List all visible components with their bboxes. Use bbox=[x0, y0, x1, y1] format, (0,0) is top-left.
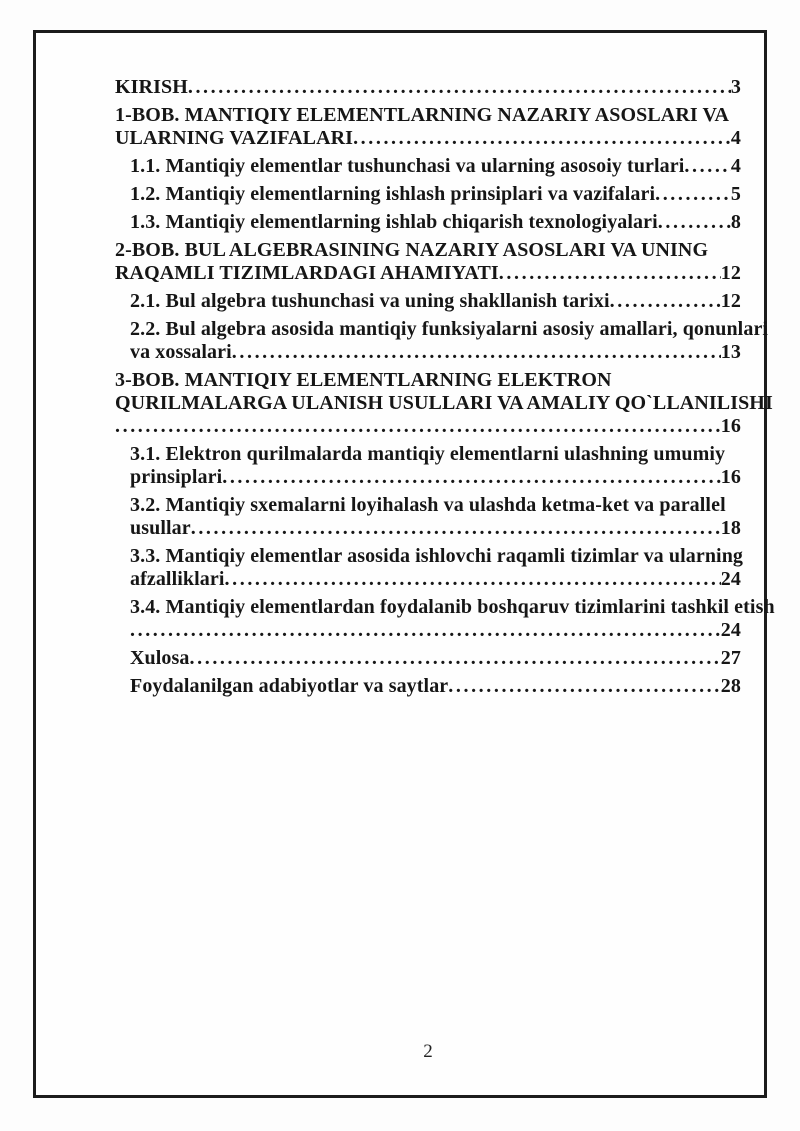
toc-entry-leader-row bbox=[115, 76, 741, 99]
toc-entry-label: ULARNING VAZIFALARI bbox=[115, 127, 354, 149]
toc-leader-dots bbox=[190, 647, 721, 670]
toc-page-number: 3 bbox=[730, 76, 741, 98]
toc-entry bbox=[115, 369, 773, 438]
toc-page-number: 16 bbox=[720, 466, 741, 488]
toc-leader-dots bbox=[130, 619, 721, 642]
toc-entry-leader-row bbox=[130, 211, 741, 234]
toc-entry-label: 1.2. Mantiqiy elementlarning ishlash prinsiplari va vazifalari bbox=[130, 183, 656, 205]
toc-entry-leader-row bbox=[130, 619, 741, 642]
toc-entry-leader-row bbox=[130, 675, 741, 698]
toc-entry-leader-row bbox=[130, 290, 741, 313]
toc-leader-dots bbox=[353, 127, 731, 150]
toc-entry bbox=[115, 545, 744, 591]
toc-entry-leader-row bbox=[130, 647, 741, 670]
toc-entry bbox=[115, 494, 741, 540]
toc-leader-dots bbox=[499, 262, 721, 285]
toc-entry-label: afzalliklari bbox=[130, 568, 225, 590]
toc-entry-label: 1.1. Mantiqiy elementlar tushunchasi va ularning asosoiy turlari bbox=[130, 155, 685, 177]
toc-entry-leader-row bbox=[130, 155, 741, 178]
toc-page-number: 4 bbox=[730, 155, 741, 177]
toc-entry-text-line: QURILMALARGA ULANISH USULLARI VA AMALIY QO`LLANILISHI bbox=[115, 392, 773, 414]
toc-leader-dots bbox=[658, 211, 731, 234]
toc-entry-text-line: 2.2. Bul algebra asosida mantiqiy funksiyalarni asosiy amallari, qonunlari bbox=[130, 318, 769, 340]
toc-entry bbox=[115, 647, 741, 670]
toc-entry bbox=[115, 290, 741, 313]
toc-entry bbox=[115, 104, 741, 150]
toc-leader-dots bbox=[188, 76, 731, 99]
toc-leader-dots bbox=[232, 341, 721, 364]
toc-page-number: 24 bbox=[720, 619, 741, 641]
toc-entry bbox=[115, 155, 741, 178]
toc-entry bbox=[115, 239, 741, 285]
toc-page-number: 18 bbox=[720, 517, 741, 539]
toc-page-number: 8 bbox=[730, 211, 741, 233]
toc-page-number: 13 bbox=[720, 341, 741, 363]
toc-leader-dots bbox=[222, 466, 721, 489]
toc-entry-leader-row bbox=[130, 183, 741, 206]
toc-entry-label: Foydalanilgan adabiyotlar va saytlar bbox=[130, 675, 449, 697]
toc-entry-leader-row bbox=[130, 517, 741, 540]
toc-entry-leader-row bbox=[130, 341, 741, 364]
toc-entry-leader-row bbox=[115, 127, 741, 150]
toc-entry-leader-row bbox=[115, 262, 741, 285]
toc-entry bbox=[115, 675, 741, 698]
toc-leader-dots bbox=[610, 290, 721, 313]
toc-leader-dots bbox=[684, 155, 730, 178]
toc-leader-dots bbox=[115, 415, 721, 438]
toc-entry-text-line: 3.1. Elektron qurilmalarda mantiqiy elementlarni ulashning umumiy bbox=[130, 443, 726, 465]
toc-page-number: 16 bbox=[720, 415, 741, 437]
toc-entry-label: prinsiplari bbox=[130, 466, 223, 488]
toc-page-number: 24 bbox=[720, 568, 741, 590]
toc-entry-text-line: 3.4. Mantiqiy elementlardan foydalanib boshqaruv tizimlarini tashkil etish bbox=[130, 596, 775, 618]
toc-entry-text-line: 3-BOB. MANTIQIY ELEMENTLARNING ELEKTRON bbox=[115, 369, 612, 391]
toc-entry-label: 1.3. Mantiqiy elementlarning ishlab chiqarish texnologiyalari bbox=[130, 211, 658, 233]
toc-entry-label: 2.1. Bul algebra tushunchasi va uning shakllanish tarixi bbox=[130, 290, 610, 312]
toc-page-number: 5 bbox=[730, 183, 741, 205]
table-of-contents bbox=[115, 76, 775, 703]
toc-entry bbox=[115, 183, 741, 206]
toc-entry-label: usullar bbox=[130, 517, 191, 539]
toc-leader-dots bbox=[191, 517, 721, 540]
toc-page-number: 28 bbox=[720, 675, 741, 697]
toc-leader-dots bbox=[225, 568, 721, 591]
toc-entry-leader-row bbox=[115, 415, 741, 438]
toc-leader-dots bbox=[448, 675, 721, 698]
toc-leader-dots bbox=[655, 183, 731, 206]
toc-entry bbox=[115, 596, 775, 642]
toc-entry-leader-row bbox=[130, 568, 741, 591]
toc-entry-label: va xossalari bbox=[130, 341, 232, 363]
toc-page-number: 4 bbox=[730, 127, 741, 149]
toc-entry-text-line: 1-BOB. MANTIQIY ELEMENTLARNING NAZARIY ASOSLARI VA bbox=[115, 104, 729, 126]
toc-entry-label: KIRISH bbox=[115, 76, 188, 98]
toc-entry bbox=[115, 76, 741, 99]
toc-entry-text-line: 2-BOB. BUL ALGEBRASINING NAZARIY ASOSLARI VA UNING bbox=[115, 239, 709, 261]
toc-entry-text-line: 3.3. Mantiqiy elementlar asosida ishlovchi raqamli tizimlar va ularning bbox=[130, 545, 744, 567]
toc-page-number: 12 bbox=[720, 290, 741, 312]
page-number: 2 bbox=[423, 1041, 433, 1062]
toc-entry bbox=[115, 443, 741, 489]
toc-page-number: 27 bbox=[720, 647, 741, 669]
toc-page-number: 12 bbox=[720, 262, 741, 284]
toc-entry-label: RAQAMLI TIZIMLARDAGI AHAMIYATI bbox=[115, 262, 499, 284]
toc-entry bbox=[115, 211, 741, 234]
toc-entry-label: Xulosa bbox=[130, 647, 190, 669]
toc-entry bbox=[115, 318, 769, 364]
toc-entry-leader-row bbox=[130, 466, 741, 489]
toc-entry-text-line: 3.2. Mantiqiy sxemalarni loyihalash va ulashda ketma-ket va parallel bbox=[130, 494, 726, 516]
